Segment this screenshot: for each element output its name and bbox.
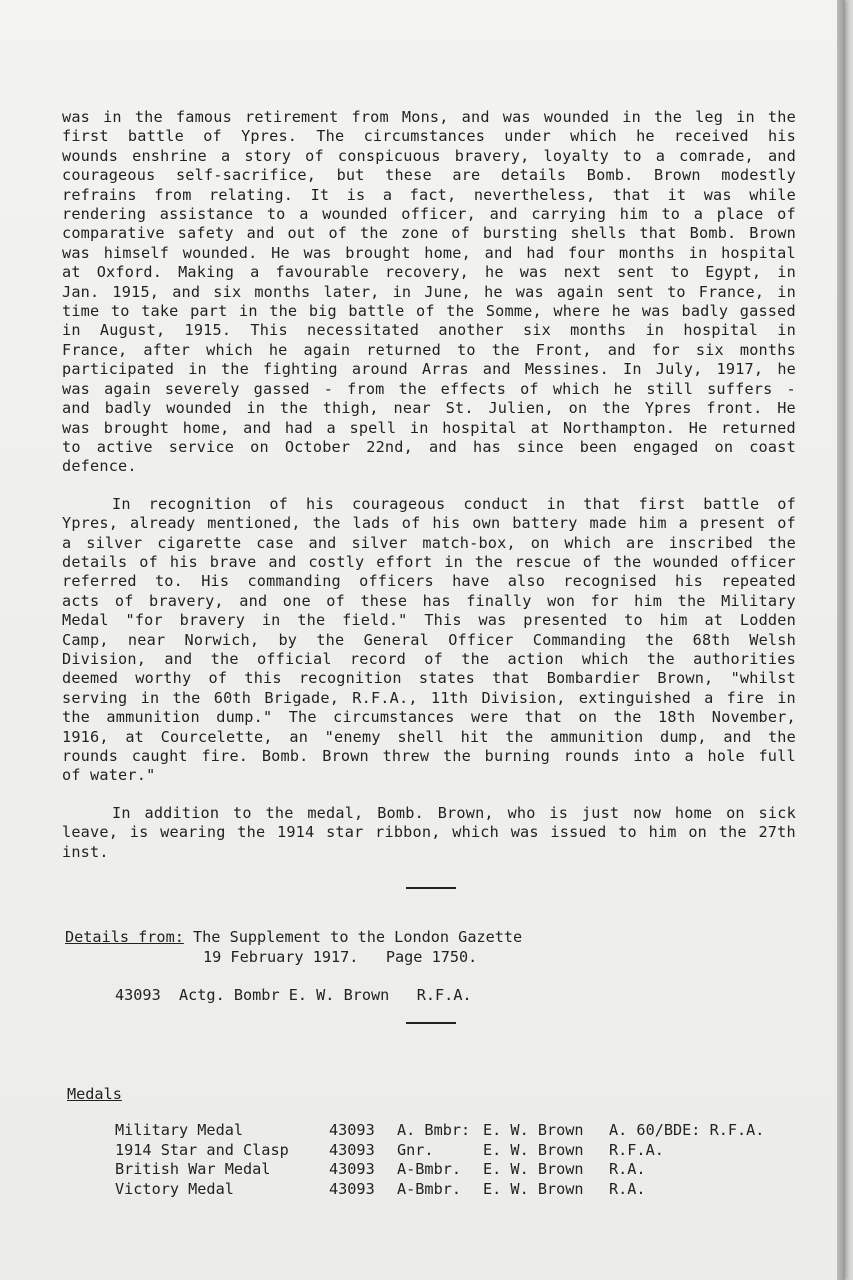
medal-row: [115, 1121, 764, 1141]
paragraph-3: [62, 804, 796, 862]
paragraph-2: [62, 495, 796, 786]
text-line: details of his brave and costly effort in the rescue of the wounded officer: [62, 552, 796, 571]
text-line: In recognition of his courageous conduct in that first battle of: [112, 494, 796, 513]
text-line: wounds enshrine a story of conspicuous bravery, loyalty to a comrade, and: [62, 146, 796, 165]
text-line: to active service on October 22nd, and has since been engaged on coast: [62, 437, 796, 456]
text-line: 1916, at Courcelette, an "enemy shell hit the ammunition dump, and the: [62, 727, 796, 746]
text-line: participated in the fighting around Arras and Messines. In July, 1917, he: [62, 360, 796, 379]
medal-name: E. W. Brown: [483, 1160, 584, 1178]
text-line: Jan. 1915, and six months later, in June, he was again sent to France, in: [62, 282, 796, 301]
medal-row: [115, 1160, 764, 1180]
text-line: and badly wounded in the thigh, near St. Julien, on the Ypres front. He: [62, 399, 796, 418]
text-line: at Oxford. Making a favourable recovery, he was next sent to Egypt, in: [62, 263, 796, 282]
medal-number: 43093: [329, 1160, 375, 1178]
text-line: acts of bravery, and one of these has finally won for him the Military: [62, 591, 796, 610]
text-line: the ammunition dump." The circumstances were that on the 18th November,: [62, 708, 796, 727]
medal-medal: Military Medal: [115, 1121, 244, 1139]
text-line: Ypres, already mentioned, the lads of his own battery made him a present of: [62, 514, 796, 533]
medal-rank: Gnr.: [397, 1140, 434, 1159]
text-line: was brought home, and had a spell in hospital at Northampton. He returned: [62, 418, 796, 437]
page-edge-shadow: [837, 0, 845, 1280]
details-block: [65, 927, 522, 967]
medals-table: [115, 1121, 764, 1199]
text-line: refrains from relating. It is a fact, nevertheless, that it was while: [62, 185, 796, 204]
text-line: of water.": [62, 766, 156, 785]
gazette-entry: 43093 Actg. Bombr E. W. Brown R.F.A.: [115, 986, 472, 1004]
body-text: [62, 108, 796, 862]
medal-medal: British War Medal: [115, 1160, 271, 1178]
medal-rank: A-Bmbr.: [397, 1160, 462, 1178]
text-line: first battle of Ypres. The circumstances under which he received his: [62, 127, 796, 146]
medal-name: E. W. Brown: [483, 1121, 584, 1139]
text-line: In addition to the medal, Bomb. Brown, who is just now home on sick: [112, 803, 796, 822]
text-line: Camp, near Norwich, by the General Officer Commanding the 68th Welsh: [62, 630, 796, 649]
medal-row: [115, 1141, 764, 1161]
text-line: was again severely gassed - from the effects of which he still suffers -: [62, 379, 796, 398]
medals-heading: Medals: [67, 1085, 122, 1103]
medal-number: 43093: [329, 1140, 375, 1159]
text-line: was himself wounded. He was brought home, and had four months in hospital: [62, 243, 796, 262]
text-line: serving in the 60th Brigade, R.F.A., 11th Division, extinguished a fire in: [62, 688, 796, 707]
medal-name: E. W. Brown: [483, 1179, 584, 1198]
medal-name: E. W. Brown: [483, 1140, 584, 1159]
text-line: rounds caught fire. Bomb. Brown threw the burning rounds into a hole full: [62, 747, 796, 765]
details-label: Details from:: [65, 928, 184, 946]
text-line: a silver cigarette case and silver match-box, on which are inscribed the: [62, 533, 796, 552]
text-line: Medal "for bravery in the field." This was presented to him at Lodden: [62, 611, 796, 630]
text-line: was in the famous retirement from Mons, and was wounded in the leg in the: [62, 108, 796, 126]
medal-medal: 1914 Star and Clasp: [115, 1140, 289, 1159]
text-line: in August, 1915. This necessitated another six months in hospital in: [62, 321, 796, 340]
text-line: rendering assistance to a wounded officer, and carrying him to a place of: [62, 205, 796, 224]
text-line: referred to. His commanding officers have also recognised his repeated: [62, 572, 796, 591]
details-source: The Supplement to the London Gazette: [183, 928, 523, 946]
medal-unit: R.A.: [609, 1179, 646, 1198]
text-line: deemed worthy of this recognition states that Bombardier Brown, "whilst: [62, 669, 796, 688]
paragraph-1: [62, 108, 796, 477]
text-line: defence.: [62, 457, 137, 476]
medal-row: [115, 1180, 764, 1200]
text-line: inst.: [62, 842, 109, 861]
text-line: comparative safety and out of the zone of bursting shells that Bomb. Brown: [62, 224, 796, 243]
text-line: France, after which he again returned to the Front, and for six months: [62, 340, 796, 359]
text-line: leave, is wearing the 1914 star ribbon, which was issued to him on the 27th: [62, 823, 796, 842]
text-line: Division, and the official record of the action which the authorities: [62, 649, 796, 668]
medal-rank: A-Bmbr.: [397, 1179, 462, 1198]
medal-medal: Victory Medal: [115, 1179, 234, 1198]
details-date-line: 19 February 1917. Page 1750.: [203, 948, 478, 966]
section-divider-1: [406, 887, 456, 889]
medal-unit: A. 60/BDE: R.F.A.: [609, 1121, 765, 1139]
medal-unit: R.F.A.: [609, 1140, 664, 1159]
text-line: time to take part in the big battle of the Somme, where he was badly gassed: [62, 302, 796, 321]
medal-number: 43093: [329, 1179, 375, 1198]
medal-number: 43093: [329, 1121, 375, 1139]
text-line: courageous self-sacrifice, but these are details Bomb. Brown modestly: [62, 166, 796, 185]
medal-rank: A. Bmbr:: [397, 1121, 471, 1139]
medal-unit: R.A.: [609, 1160, 646, 1178]
section-divider-2: [406, 1022, 456, 1024]
